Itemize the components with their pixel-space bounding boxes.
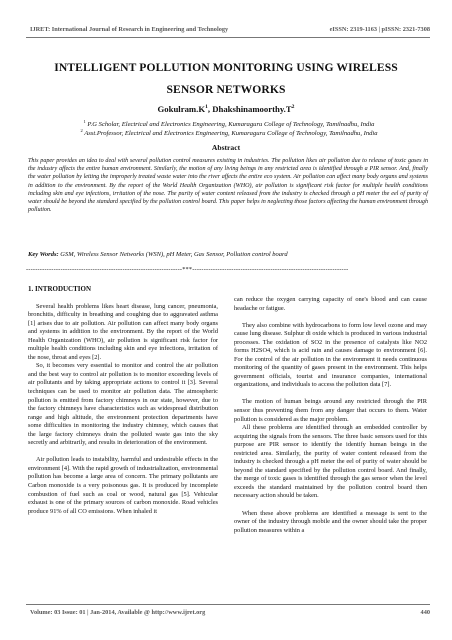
section-separator: --------------------------------------------------------------------***-------------------------------------------------------------------- [26,266,349,273]
author-line [0,104,452,114]
author-mark: 1 [205,104,208,111]
volume-info: Volume: 03 Issue: 01 | Jan-2014, Available @ http://www.ijret.org [30,609,206,616]
right-column [234,296,427,535]
author-separator: , [207,104,213,114]
running-footer [30,609,430,616]
author-name: Dhakshinamoorthy.T [212,104,292,114]
running-header [30,26,430,33]
section-heading: 1. INTRODUCTION [28,285,92,293]
body-paragraph: All these problems are identified through an embedded controller by acquiring the signals from the sensors. The three basic sensors used for this purpose are PIR sensor to identify the identify human beings in the restricted area. Similarly, the purity of water content released from the industry is checked through a pH meter the eel of purity of water should be beyond the standard specified by the pollution control board. And finally, the merge of toxic gases is identified through the gas sensor when the level exceeds the standard maintained by the pollution control board then necessary action should be taken. [234,424,427,500]
paper-title: INTELLIGENT POLLUTION MONITORING USING WIRELESS SENSOR NETWORKS [54,61,398,96]
affiliation [28,119,430,128]
abstract-heading: Abstract [211,143,241,152]
keywords-label: Key Words: [28,251,59,258]
body-paragraph: They also combine with hydrocarbons to form low level ozone and may cause lung disease. Sulphur di oxide which is produced in various industrial processes. The oxidation of SO2 in the presence of catalysts like NO2 forms H2SO4, which is acid rain and causes damage to environment [6]. For the control of the air pollution in the environment it needs continuous monitoring of the quantity of gases present in the environment. This helps government officials, tourist and insurance companies, international organizations, and individuals to access the pollution data [7]. [234,321,427,389]
affiliation-text: Asst.Professor, Electrical and Electronics Engineering, Kumaraguru College of Technology, Tamilnadhu, India [82,130,378,138]
issn: eISSN: 2319-1163 | pISSN: 2321-7308 [329,26,430,33]
affiliation-text: P.G Scholar, Electrical and Electronics Engineering, Kumaraguru College of Technology, Tamilnadhu, India [85,121,375,129]
body-paragraph: The motion of human beings around any restricted through the PIR sensor thus preventing them from any danger that occurs to them. Water pollution is considered as the major problem. [234,398,427,423]
page-number: 440 [420,609,430,616]
body-paragraph: When these above problems are identified a message is sent to the owner of the industry through mobile and the owner should take the proper pollution measures within a [234,509,427,534]
affiliation [28,128,430,137]
abstract-text: This paper provides an idea to deal with several pollution control measures existing in industries. The pollution likes air pollution due to release of toxic gases in the industry affects the entire human environment. Similarly, the motion of any living beings in any restricted area is identified through a PIR sensor. And, finally the water pollution by letting the improperly treated waste water into the river affects the entire eco system. Air pollution can affect many body organs and systems in addition to the environment. By the report of the World Health Organization (WHO), air pollution is significant risk factor for multiple health conditions including skin and eye infections, irritation of the nose. The purity of water content released from the industry is checked through a pH meter the eel of purity of water should be beyond the standard specified by the pollution control board. This paper helps in neglecting those factors affecting the human environment through pollution. [28,158,428,214]
keywords [28,251,430,258]
left-column [28,285,218,516]
affiliation-mark: 2 [80,128,83,133]
footer-rule [26,604,430,605]
body-paragraph: So, it becomes very essential to monitor and control the air pollution and the best way to control air pollution is to monitor exceeding levels of air pollutants and by taking appropriate actions to control it [3]. Several techniques can be used to monitor air pollution data. The atmospheric pollution is emitted from factory chimneys in our state, however, due to the factory chimneys have characteristics such as widespread distribution range and high altitude, the environment protection departments have some difficulties in monitoring the industry chimney, which causes that the large factory chimneys drain the polluted waste gas into the sky secretly and arbitrarily, and results in deterioration of the environment. [28,362,218,447]
author-mark: 2 [291,104,295,111]
header-rule [26,37,430,38]
body-paragraph: can reduce the oxygen carrying capacity of one's blood and can cause headache or fatigue. [234,296,427,312]
affiliation-mark: 1 [83,119,86,124]
body-paragraph: Several health problems likes heart disease, lung cancer, pneumonia, bronchitis, difficulty in breathing and coughing due to aggravated asthma [1] arises due to air pollution. Air pollution can affect many body organs and systems in addition to the environment. By the report of the World Health Organization (WHO), air pollution is significant risk factor for multiple health conditions including skin and eye infections, irritation of the nose, throat and eyes [2]. [28,302,218,361]
keywords-list: GSM, Wireless Sensor Networks (WSN), pH Meter, Gas Sensor, Pollution control board [58,251,288,258]
author-name: Gokulram.K [157,104,206,114]
journal-name: IJRET: International Journal of Research in Engineering and Technology [30,26,229,33]
body-paragraph: Air pollution leads to instability, harmful and undesirable effects in the environment [4]. With the rapid growth of industrialization, environmental pollution has become a large area of concern. The primary pollutants are Carbon monoxide is a very poisonous gas. It is produced by incomplete combustion of fuel such as coal or wood, natural gas [5]. Vehicular exhaust is one of the primary sources of carbon monoxide. Road vehicles produce 91% of all CO emissions. When inhaled it [28,456,218,515]
